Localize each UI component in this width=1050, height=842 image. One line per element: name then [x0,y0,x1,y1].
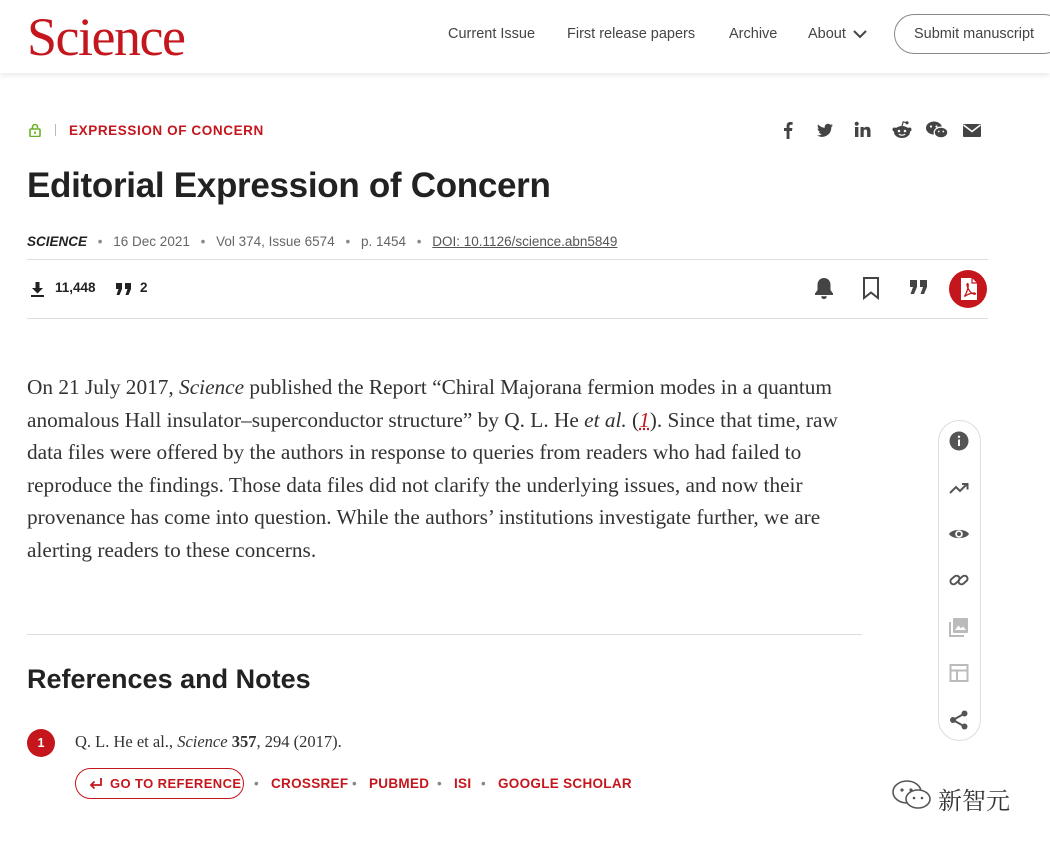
divider [27,318,988,319]
divider [27,259,988,260]
quote-icon [115,282,133,296]
info-icon[interactable] [948,430,970,452]
twitter-icon[interactable] [815,120,835,140]
google-scholar-link[interactable]: GOOGLE SCHOLAR [498,776,632,791]
nav-first-release-papers[interactable]: First release papers [567,26,696,42]
references-heading: References and Notes [27,664,311,694]
nav-archive[interactable]: Archive [729,26,778,42]
cite-icon[interactable] [909,279,929,295]
table-icon[interactable] [948,662,970,684]
citation-count: 2 [140,280,148,295]
pdf-download-button[interactable] [949,270,987,308]
lock-open-icon [29,123,41,137]
reference-citation: Q. L. He et al., Science 357, 294 (2017). [75,732,342,751]
nav-current-issue[interactable]: Current Issue [448,26,536,42]
pubmed-link[interactable]: PUBMED [369,776,430,791]
reference-link-1[interactable]: 1 [639,407,650,432]
chevron-down-icon[interactable] [853,29,867,39]
journal-name-italic: Science [179,375,245,399]
crossref-link[interactable]: CROSSREF [271,776,349,791]
bookmark-icon[interactable] [862,276,880,300]
divider [55,124,56,136]
wechat-watermark-icon [890,778,934,812]
image-icon[interactable] [948,616,970,638]
download-count: 11,448 [55,280,96,295]
publication-date: 16 Dec 2021 [113,234,190,249]
share-icon[interactable] [948,709,970,731]
eye-icon[interactable] [948,523,970,545]
nav-about[interactable]: About [808,26,846,42]
wechat-icon[interactable] [925,120,949,140]
go-to-reference-button[interactable]: GO TO REFERENCE [75,768,244,799]
return-arrow-icon [88,777,103,791]
bell-icon[interactable] [813,276,835,300]
reference-number-badge: 1 [27,729,55,757]
science-logo[interactable]: Science [27,7,185,67]
volume-issue[interactable]: Vol 374, Issue 6574 [216,234,335,249]
facebook-icon[interactable] [779,120,797,140]
divider [27,634,862,635]
download-icon [30,281,45,297]
article-body-paragraph: On 21 July 2017, Science published the Report “Chiral Majorana fermion modes in a quantum anomalous Hall insulator–superconductor structure” by Q. L. He et al. (1). Since that time, raw data files were offered by the authors in response to queries from readers who had failed to reproduce the findings. Those data files did not clarify the underlying issues, and now their provenance has come into question. While the authors’ institutions investigate further, we are alerting readers to these concerns. [27,375,838,562]
reddit-icon[interactable] [891,120,913,140]
article-type-label[interactable]: EXPRESSION OF CONCERN [69,123,264,138]
article-title: Editorial Expression of Concern [27,166,551,205]
linkedin-icon[interactable] [853,120,873,140]
article-meta: SCIENCE • 16 Dec 2021 • Vol 374, Issue 6574 • p. 1454 • DOI: 10.1126/science.abn5849 [27,234,618,249]
isi-link[interactable]: ISI [454,776,472,791]
pdf-icon [949,270,987,308]
trending-icon[interactable] [948,477,970,499]
link-icon[interactable] [948,569,970,591]
journal-name: SCIENCE [27,234,88,249]
page-number: p. 1454 [360,234,407,249]
email-icon[interactable] [962,120,982,140]
submit-manuscript-button[interactable]: Submit manuscript [894,14,1050,54]
doi-link[interactable]: DOI: 10.1126/science.abn5849 [432,234,618,249]
top-header [0,0,1050,73]
watermark-text: 新智元 [938,788,1010,815]
